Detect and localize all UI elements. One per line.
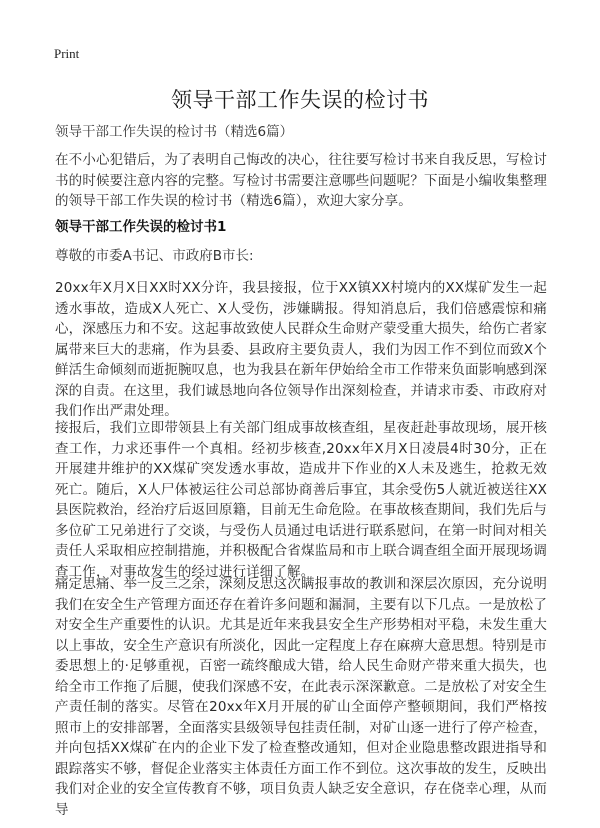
salutation: 尊敬的市委A书记、市政府B市长: <box>55 248 254 264</box>
section-heading: 领导干部工作失误的检讨书1 <box>55 219 227 235</box>
intro-paragraph: 在不小心犯错后，为了表明自己悔改的决心，往往要写检讨书来自我反思，写检讨书的时候要注意内容的完整。写检讨书需要注意哪些问题呢？下面是小编收集整理的领导干部工作失误的检讨书（精选6篇），欢迎大家分享。 <box>55 152 547 209</box>
body-paragraph: 痛定思痛、举一反三之余，深刻反思这次瞒报事故的教训和深层次原因，充分说明我们在安全生产管理方面还存在着许多问题和漏洞，主要有以下几点。一是放松了对安全生产重要性的认识。尤其是近年来我县安全生产形势相对平稳，未发生重大以上事故，安全生产意识有所淡化，因此一定程度上存在麻痹大意思想。特别是市委思想上的·足够重视，百密一疏终酿成大错，给人民生命财产带来重大损失，也给全市工作拖了后腿，使我们深感不安，在此表示深深歉意。二是放松了对安全生产责任制的落实。尽管在20xx年X月开展的矿山全面停产整顿期间，我们严格按照市上的安排部署，全面落实县级领导包挂责任制，对矿山逐一进行了停产检查，并向包括XX煤矿在内的企业下发了检查整改通知，但对企业隐患整改跟进指导和跟踪落实不够，督促企业落实主体责任方面工作不到位。这次事故的发生，反映出我们对企业的安全宣传教育不够，项目负责人缺乏安全意识，存在侥幸心理，从而导 <box>55 576 547 818</box>
print-link[interactable]: Print <box>54 46 80 61</box>
body-paragraph: 接报后，我们立即带领县上有关部门组成事故核查组，星夜赶赴事故现场，展开核查工作，力求还事件一个真相。经初步核查,20xx年X月X日凌晨4时30分，正在开展建井维护的XX煤矿突发透水事故，造成井下作业的X人未及逃生，抢救无效死亡。随后，X人尸体被运往公司总部协商善后事宜，其余受伤5人就近被送往XX县医院救治，经治疗后返回原籍，目前无生命危险。在事故核查期间，我们先后与多位矿工兄弟进行了交谈，与受伤人员通过电话进行联系慰问，在第一时间对相关责任人采取相应控制措施，并积极配合省煤监局和市上联合调查组全面开展现场调查工作，对事故发生的经过进行详细了解。 <box>55 420 547 580</box>
page-title: 领导干部工作失误的检讨书 <box>171 88 429 112</box>
document-subtitle: 领导干部工作失误的检讨书（精选6篇） <box>55 124 294 140</box>
body-paragraph: 20xx年X月X日XX时XX分许，我县接报，位于XX镇XX村境内的XX煤矿发生一起透水事故，造成X人死亡、X人受伤，涉嫌瞒报。得知消息后，我们倍感震惊和痛心，深感压力和不安。这起事故致使人民群众生命财产蒙受重大损失，给伤亡者家属带来巨大的悲痛，作为县委、县政府主要负责人，我们为因工作不到位而致X个鲜活生命倾刻而逝扼腕叹息，也为我县在新年伊始给全市工作带来负面影响感到深深的自责。在这里，我们诚恳地向各位领导作出深刻检查，并请求市委、市政府对我们作出严肃处理。 <box>55 280 547 419</box>
